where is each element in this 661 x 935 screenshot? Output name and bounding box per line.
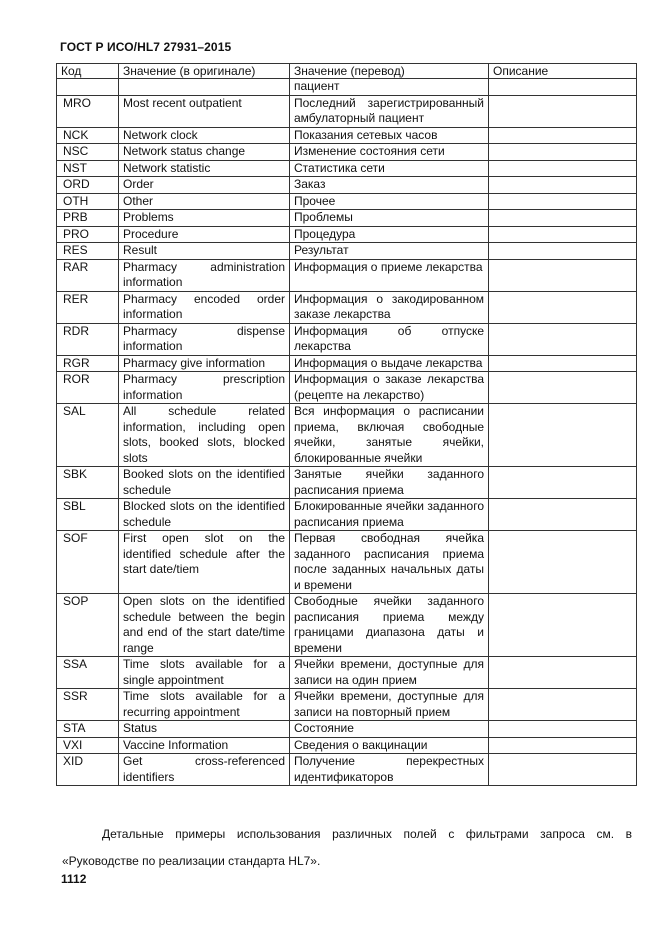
cell-description: [489, 721, 637, 738]
cell-original: Time slots available for a recurring appointment: [119, 689, 290, 721]
table-row: [57, 531, 637, 594]
cell-description: [489, 323, 637, 355]
cell-code: XID: [57, 754, 119, 786]
cell-original: Get cross-referenced identifiers: [119, 754, 290, 786]
cell-original: Pharmacy administration information: [119, 259, 290, 291]
table-row: [57, 372, 637, 404]
table-row: [57, 404, 637, 467]
cell-description: [489, 689, 637, 721]
cell-original: Booked slots on the identified schedule: [119, 467, 290, 499]
cell-original: Problems: [119, 210, 290, 227]
cell-original: Procedure: [119, 226, 290, 243]
cell-code: NSC: [57, 144, 119, 161]
cell-translation: Заказ: [290, 177, 489, 194]
cell-description: [489, 467, 637, 499]
cell-code: OTH: [57, 193, 119, 210]
cell-original: Other: [119, 193, 290, 210]
table-row: [57, 594, 637, 657]
table-row: [57, 689, 637, 721]
table-row: [57, 499, 637, 531]
table-header-row: [57, 64, 637, 79]
table-row: [57, 355, 637, 372]
cell-translation: Результат: [290, 243, 489, 260]
cell-original: Network status change: [119, 144, 290, 161]
cell-code: MRO: [57, 95, 119, 127]
cell-original: Network statistic: [119, 160, 290, 177]
column-header-original: Значение (в оригинале): [119, 64, 290, 79]
cell-code: STA: [57, 721, 119, 738]
table-row: [57, 467, 637, 499]
footnote-text: Детальные примеры использования различных полей с фильтрами запроса см. в «Руководстве по реализации стандарта HL7».: [62, 827, 632, 868]
cell-description: [489, 737, 637, 754]
cell-description: [489, 193, 637, 210]
cell-original: Status: [119, 721, 290, 738]
cell-translation: Свободные ячейки заданного расписания приема между границами диапазона даты и времени: [290, 594, 489, 657]
table-row: [57, 657, 637, 689]
table-body: [57, 79, 637, 786]
cell-description: [489, 355, 637, 372]
cell-code: RDR: [57, 323, 119, 355]
table-row: [57, 737, 637, 754]
cell-description: [489, 499, 637, 531]
table-row: [57, 144, 637, 161]
cell-description: [489, 226, 637, 243]
cell-translation: Прочее: [290, 193, 489, 210]
cell-original: All schedule related information, including open slots, booked slots, blocked slots: [119, 404, 290, 467]
cell-code: NCK: [57, 127, 119, 144]
table-row: [57, 193, 637, 210]
cell-original: Vaccine Information: [119, 737, 290, 754]
cell-translation: Вся информация о расписании приема, включая свободные ячейки, занятые ячейки, блокированные ячейки: [290, 404, 489, 467]
cell-translation: Статистика сети: [290, 160, 489, 177]
cell-translation: Информация о выдаче лекарства: [290, 355, 489, 372]
cell-description: [489, 243, 637, 260]
cell-code: SBK: [57, 467, 119, 499]
cell-translation: Информация о закодированном заказе лекарства: [290, 291, 489, 323]
cell-translation: Ячейки времени, доступные для записи на один прием: [290, 657, 489, 689]
cell-description: [489, 531, 637, 594]
cell-translation: Получение перекрестных идентификаторов: [290, 754, 489, 786]
table-row: [57, 79, 637, 96]
column-header-code: Код: [57, 64, 119, 79]
cell-code: SBL: [57, 499, 119, 531]
cell-description: [489, 657, 637, 689]
codes-table: [56, 63, 637, 786]
cell-original: Result: [119, 243, 290, 260]
cell-description: [489, 291, 637, 323]
cell-translation: Проблемы: [290, 210, 489, 227]
cell-code: SSA: [57, 657, 119, 689]
cell-translation: Блокированные ячейки заданного расписания приема: [290, 499, 489, 531]
cell-code: RER: [57, 291, 119, 323]
cell-original: Most recent outpatient: [119, 95, 290, 127]
cell-description: [489, 127, 637, 144]
cell-code: NST: [57, 160, 119, 177]
cell-translation: Сведения о вакцинации: [290, 737, 489, 754]
cell-translation: Изменение состояния сети: [290, 144, 489, 161]
cell-code: PRB: [57, 210, 119, 227]
cell-original: Blocked slots on the identified schedule: [119, 499, 290, 531]
cell-code: SOF: [57, 531, 119, 594]
cell-original: Pharmacy dispense information: [119, 323, 290, 355]
table-row: [57, 291, 637, 323]
cell-code: SAL: [57, 404, 119, 467]
table-row: [57, 95, 637, 127]
cell-code: RAR: [57, 259, 119, 291]
table-row: [57, 177, 637, 194]
table-row: [57, 243, 637, 260]
cell-code: SSR: [57, 689, 119, 721]
page-number: 1112: [61, 872, 87, 886]
cell-code: SOP: [57, 594, 119, 657]
table-row: [57, 754, 637, 786]
table-row: [57, 226, 637, 243]
table-row: [57, 323, 637, 355]
table-row: [57, 127, 637, 144]
cell-description: [489, 95, 637, 127]
cell-translation: Показания сетевых часов: [290, 127, 489, 144]
cell-translation: Информация об отпуске лекарства: [290, 323, 489, 355]
cell-original: [119, 79, 290, 96]
table-row: [57, 259, 637, 291]
cell-original: Order: [119, 177, 290, 194]
cell-code: ROR: [57, 372, 119, 404]
cell-translation: Ячейки времени, доступные для записи на повторный прием: [290, 689, 489, 721]
column-header-translation: Значение (перевод): [290, 64, 489, 79]
cell-description: [489, 372, 637, 404]
cell-code: RGR: [57, 355, 119, 372]
cell-code: PRO: [57, 226, 119, 243]
column-header-description: Описание: [489, 64, 637, 79]
cell-description: [489, 594, 637, 657]
cell-translation: Первая свободная ячейка заданного расписания приема после заданных начальных даты и времени: [290, 531, 489, 594]
cell-original: First open slot on the identified schedule after the start date/tiem: [119, 531, 290, 594]
cell-code: [57, 79, 119, 96]
cell-description: [489, 79, 637, 96]
cell-description: [489, 177, 637, 194]
cell-original: Pharmacy prescription information: [119, 372, 290, 404]
cell-description: [489, 404, 637, 467]
cell-code: ORD: [57, 177, 119, 194]
table-row: [57, 721, 637, 738]
cell-original: Open slots on the identified schedule between the begin and end of the start date/time range: [119, 594, 290, 657]
cell-original: Network clock: [119, 127, 290, 144]
cell-description: [489, 160, 637, 177]
cell-original: Pharmacy give information: [119, 355, 290, 372]
cell-code: VXI: [57, 737, 119, 754]
table-row: [57, 160, 637, 177]
cell-description: [489, 210, 637, 227]
cell-translation: Занятые ячейки заданного расписания приема: [290, 467, 489, 499]
cell-description: [489, 754, 637, 786]
cell-original: Pharmacy encoded order information: [119, 291, 290, 323]
cell-translation: Информация о приеме лекарства: [290, 259, 489, 291]
cell-code: RES: [57, 243, 119, 260]
cell-translation: пациент: [290, 79, 489, 96]
cell-translation: Информация о заказе лекарства (рецепте на лекарство): [290, 372, 489, 404]
cell-translation: Состояние: [290, 721, 489, 738]
document-header: ГОСТ Р ИСО/HL7 27931–2015: [60, 40, 232, 54]
cell-translation: Процедура: [290, 226, 489, 243]
cell-description: [489, 259, 637, 291]
table-row: [57, 210, 637, 227]
cell-translation: Последний зарегистрированный амбулаторный пациент: [290, 95, 489, 127]
cell-original: Time slots available for a single appointment: [119, 657, 290, 689]
cell-description: [489, 144, 637, 161]
